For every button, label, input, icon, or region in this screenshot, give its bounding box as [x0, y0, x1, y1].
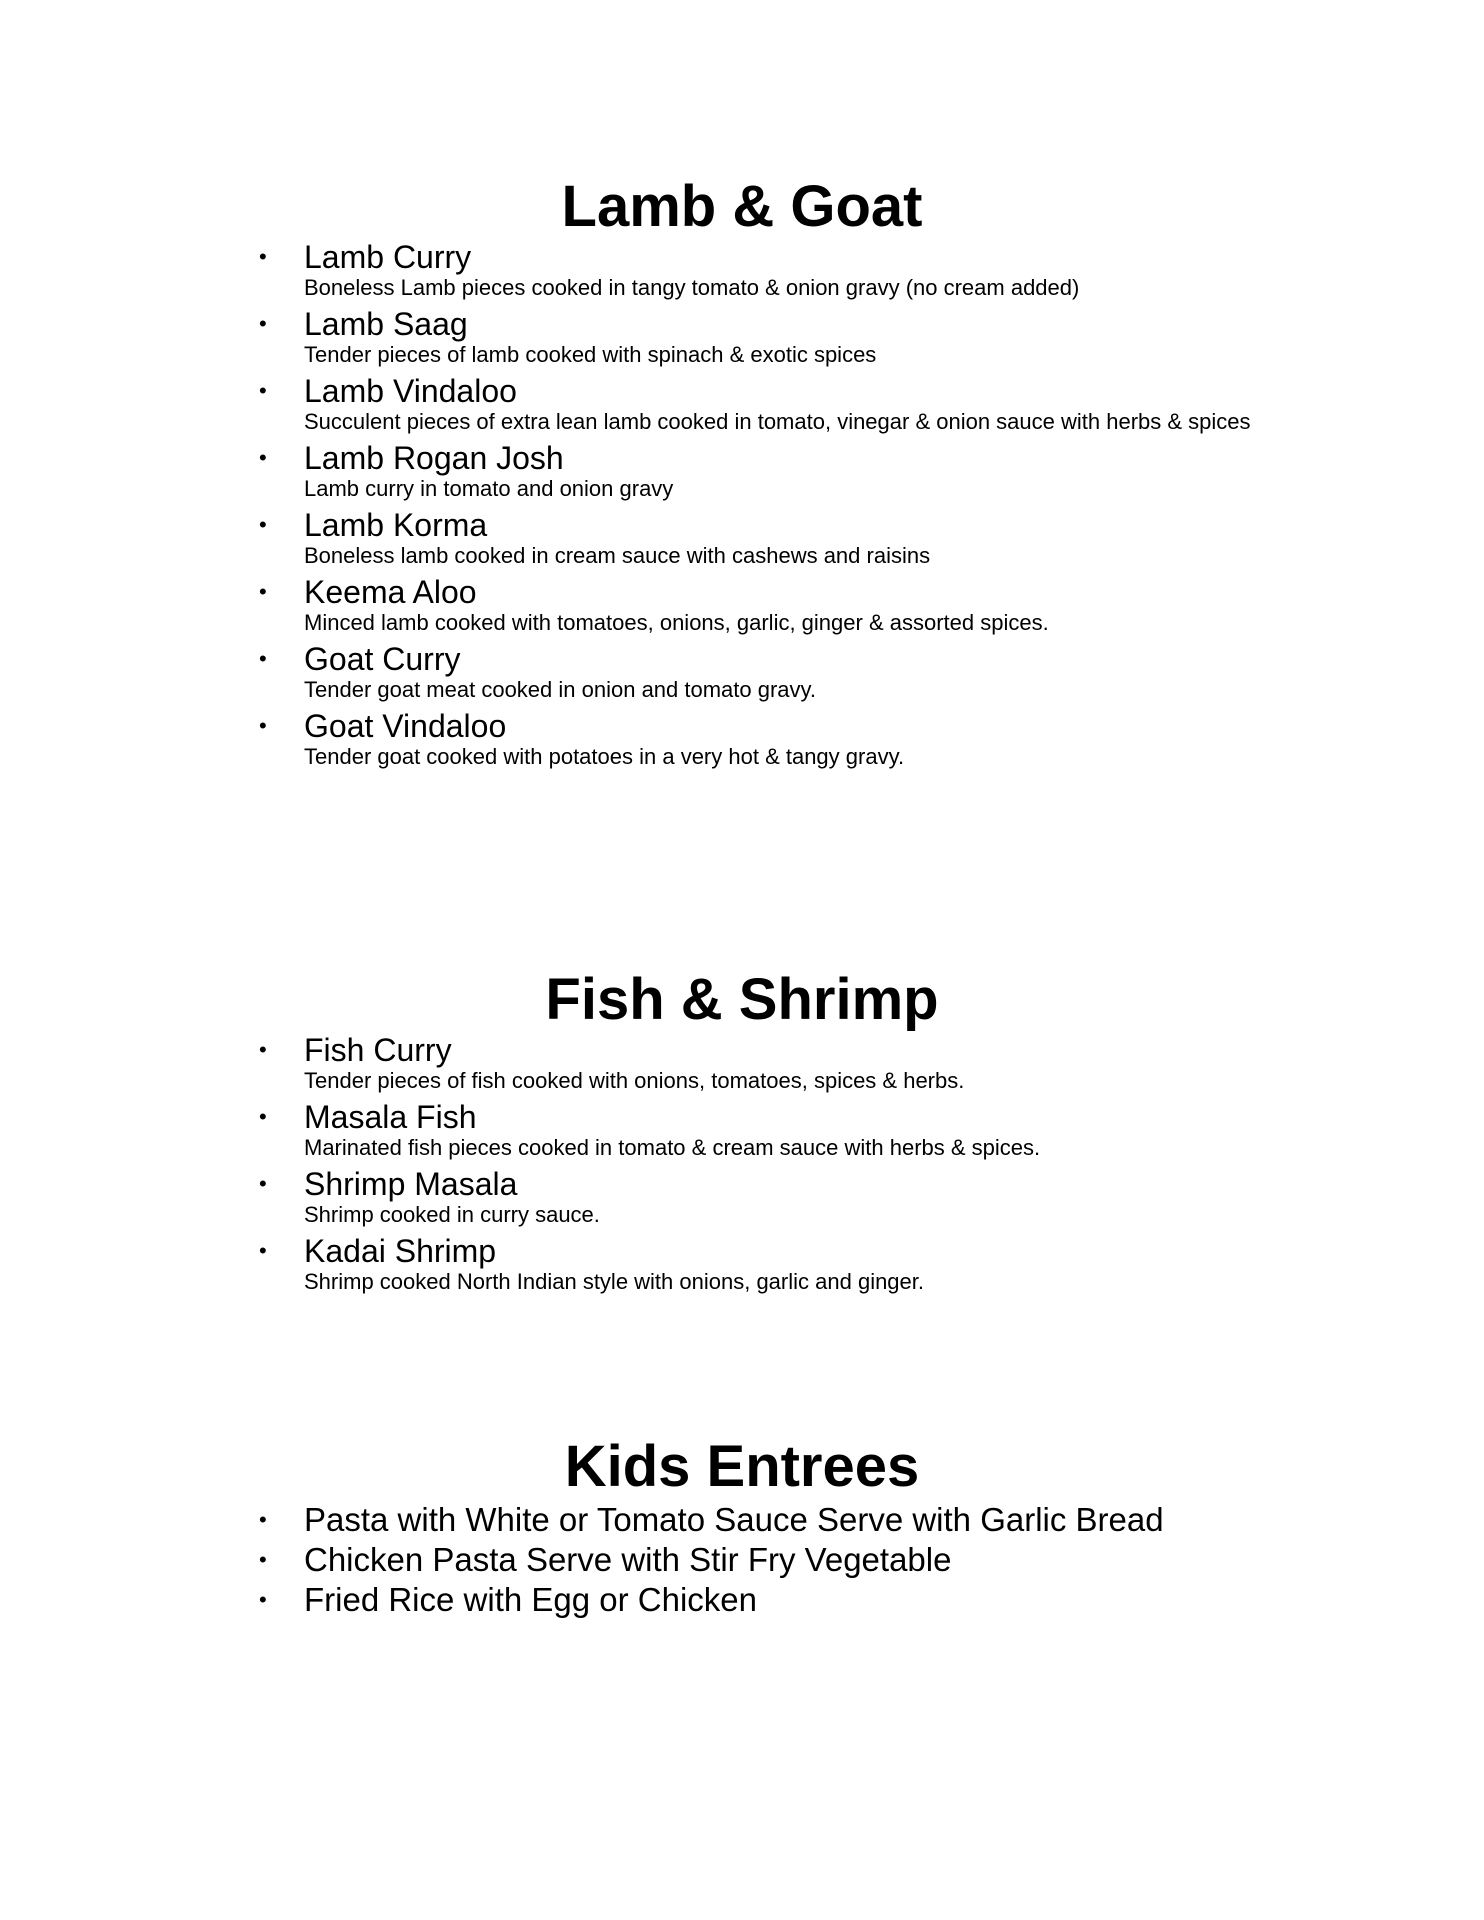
item-description: Tender pieces of lamb cooked with spinach & exotic spices: [304, 342, 877, 367]
menu-item: [0, 1540, 1484, 1580]
bullet-icon: •: [259, 311, 267, 336]
bullet-icon: •: [259, 646, 267, 671]
menu-item: [0, 1167, 1484, 1229]
section-title: Kids Entrees: [564, 1434, 920, 1499]
item-name: Fried Rice with Egg or Chicken: [304, 1581, 758, 1618]
bullet-icon: •: [259, 244, 267, 269]
item-description: Lamb curry in tomato and onion gravy: [304, 476, 674, 501]
item-name: Lamb Saag: [304, 306, 468, 342]
item-name: Goat Vindaloo: [304, 708, 507, 744]
menu-item: [0, 441, 1484, 503]
item-description: Tender goat meat cooked in onion and tomato gravy.: [304, 677, 817, 702]
item-name: Chicken Pasta Serve with Stir Fry Vegetable: [304, 1541, 952, 1578]
bullet-icon: •: [259, 579, 267, 604]
item-description: Tender pieces of fish cooked with onions, tomatoes, spices & herbs.: [304, 1068, 965, 1093]
menu-item: [0, 374, 1484, 436]
item-name: Lamb Vindaloo: [304, 373, 517, 409]
item-name: Lamb Rogan Josh: [304, 440, 564, 476]
bullet-icon: •: [259, 713, 267, 738]
item-description: Succulent pieces of extra lean lamb cooked in tomato, vinegar & onion sauce with herbs & spices: [304, 409, 1251, 434]
item-description: Shrimp cooked in curry sauce.: [304, 1202, 600, 1227]
bullet-icon: •: [259, 378, 267, 403]
item-name: Lamb Korma: [304, 507, 488, 543]
item-name: Shrimp Masala: [304, 1166, 518, 1202]
bullet-icon: •: [259, 1547, 267, 1572]
section-kids-entrees: [0, 1434, 1484, 1620]
item-name: Kadai Shrimp: [304, 1233, 497, 1269]
section-lamb-goat: [0, 174, 1484, 776]
bullet-icon: •: [259, 1171, 267, 1196]
menu-item: [0, 1580, 1484, 1620]
menu-list: [0, 240, 1484, 771]
bullet-icon: •: [259, 1037, 267, 1062]
bullet-icon: •: [259, 1587, 267, 1612]
menu-item: [0, 240, 1484, 302]
menu-item: [0, 575, 1484, 637]
item-description: Tender goat cooked with potatoes in a very hot & tangy gravy.: [304, 744, 905, 769]
section-fish-shrimp: [0, 967, 1484, 1301]
item-description: Minced lamb cooked with tomatoes, onions, garlic, ginger & assorted spices.: [304, 610, 1049, 635]
menu-item: [0, 709, 1484, 771]
bullet-icon: •: [259, 512, 267, 537]
menu-list: [0, 1500, 1484, 1620]
bullet-icon: •: [259, 1238, 267, 1263]
item-description: Boneless Lamb pieces cooked in tangy tomato & onion gravy (no cream added): [304, 275, 1080, 300]
menu-item: [0, 1100, 1484, 1162]
item-description: Marinated fish pieces cooked in tomato & cream sauce with herbs & spices.: [304, 1135, 1041, 1160]
menu-item: [0, 307, 1484, 369]
menu-item: [0, 508, 1484, 570]
item-name: Masala Fish: [304, 1099, 477, 1135]
section-title: Lamb & Goat: [561, 174, 923, 239]
item-name: Fish Curry: [304, 1032, 452, 1068]
section-title: Fish & Shrimp: [545, 967, 939, 1032]
menu-list: [0, 1033, 1484, 1296]
menu-item: [0, 642, 1484, 704]
item-name: Lamb Curry: [304, 239, 472, 275]
menu-item: [0, 1033, 1484, 1095]
item-name: Pasta with White or Tomato Sauce Serve with Garlic Bread: [304, 1501, 1164, 1538]
bullet-icon: •: [259, 445, 267, 470]
item-description: Boneless lamb cooked in cream sauce with cashews and raisins: [304, 543, 931, 568]
item-name: Goat Curry: [304, 641, 461, 677]
menu-item: [0, 1234, 1484, 1296]
item-name: Keema Aloo: [304, 574, 477, 610]
menu-item: [0, 1500, 1484, 1540]
bullet-icon: •: [259, 1104, 267, 1129]
bullet-icon: •: [259, 1507, 267, 1532]
item-description: Shrimp cooked North Indian style with onions, garlic and ginger.: [304, 1269, 925, 1294]
